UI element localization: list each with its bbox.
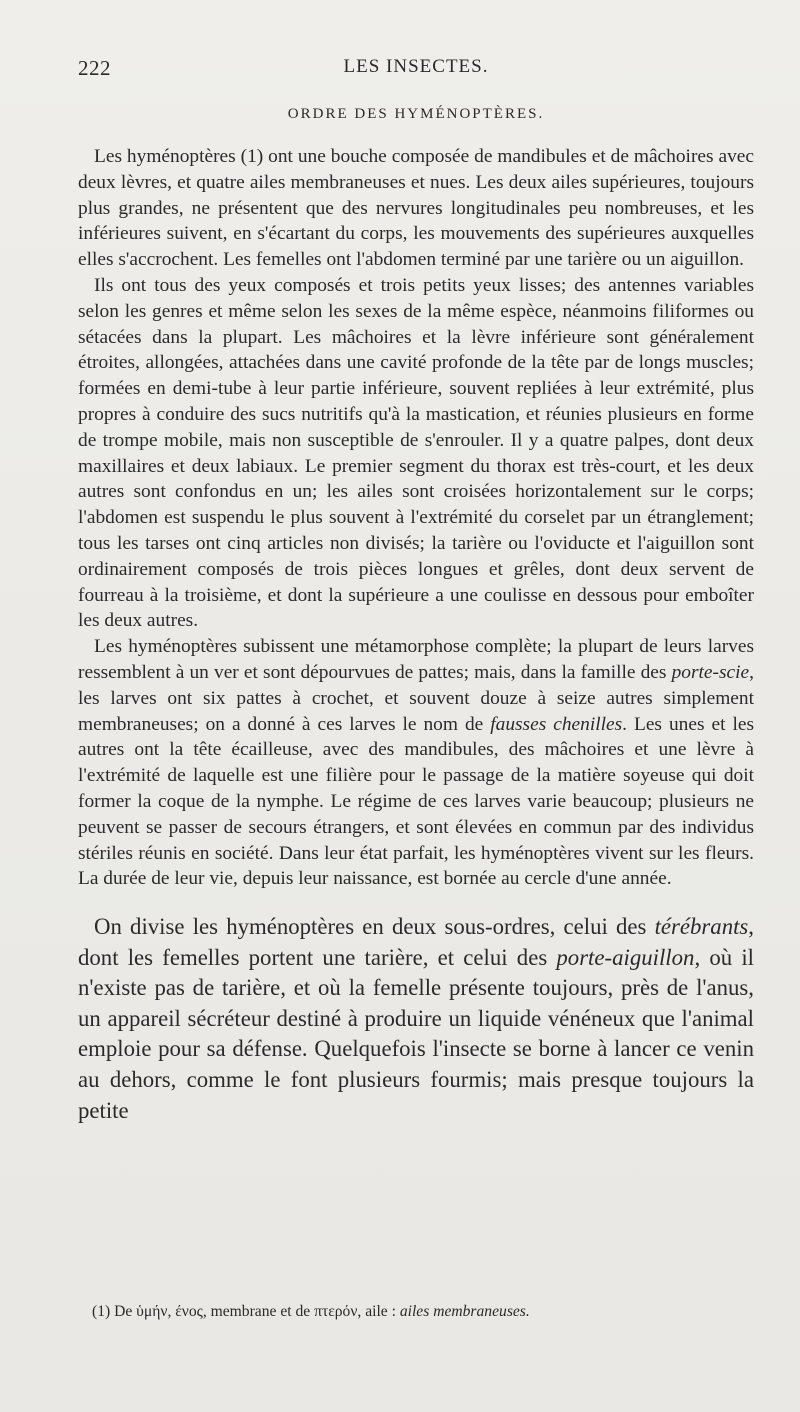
footnote: [92, 1302, 752, 1322]
footnote-italic: ailes membraneuses.: [399, 1303, 530, 1320]
page-body: [78, 144, 754, 1126]
paragraph-1-text: Les hyménoptères (1) ont une bouche composée de mandibules et de mâchoires avec deux lèvres, et quatre ailes membraneuses et nues. Les deux ailes supérieures, toujours plus grandes, ne présentent que des nervures longitudinales peu nombreuses, et les inférieures suivent, en s'écartant du corps, les mouvements des supérieures auxquelles elles s'accrochent. Les femelles ont l'abdomen terminé par une tarière ou un aiguillon.: [78, 146, 754, 271]
page-header: [78, 56, 754, 86]
paragraph-3-italic-fausses-chenilles: fausses chenilles: [490, 713, 623, 735]
paragraph-4-italic-porte-aiguillon: porte-aiguillon: [556, 944, 695, 970]
paragraph-4-text-b: , dont les femelles portent une tarière, et celui des: [78, 914, 754, 970]
paragraph-3-text-a: Les hyménoptères subissent une métamorphose complète; la plupart de leurs larves ressemblent à un ver et sont dépourvues de pattes; mais, dans la famille des: [78, 636, 754, 683]
paragraph-4: [78, 912, 754, 1126]
paragraph-4-italic-terebrants: térébrants: [654, 914, 749, 940]
paragraph-3-text-c: . Les unes et les autres ont la tête écailleuse, avec des mandibules, des mâchoires et une lèvre à l'extrémité de laquelle est une filière pour le passage de la matière soyeuse qui doit former la coque de la nymphe. Le régime de ces larves varie beaucoup; plusieurs ne peuvent se passer de secours étrangers, et sont élevées en commun par des individus stériles réunis en société. Dans leur état parfait, les hyménoptères vivent sur les fleurs. La durée de leur vie, depuis leur naissance, est bornée au cercle d'une année.: [78, 713, 754, 890]
paragraph-2: [78, 273, 754, 634]
paragraph-3-text-b: , les larves ont six pattes à crochet, et souvent douze à seize autres simplement membraneuses; on a donné à ces larves le nom de: [78, 661, 754, 735]
running-title: LES INSECTES.: [343, 56, 489, 77]
page-number: 222: [78, 56, 111, 80]
paragraph-3-italic-porte-scie: porte-scie: [671, 661, 750, 683]
paragraph-1: [78, 144, 754, 273]
section-title: ORDRE DES HYMÉNOPTÈRES.: [287, 106, 545, 122]
paragraph-3: [78, 634, 754, 892]
paragraph-4-text-c: , où il n'existe pas de tarière, et où la femelle présente toujours, près de l'anus, un appareil sécréteur destiné à produire un liquide vénéneux que l'animal emploie pour sa défense. Quelquefois l'insecte se borne à lancer ce venin au dehors, comme le font plusieurs fourmis; mais presque toujours la petite: [78, 944, 754, 1123]
footnote-text: (1) De ὑμήν, ένος, membrane et de πτερόν, aile :: [92, 1303, 400, 1320]
paragraph-2-text: Ils ont tous des yeux composés et trois petits yeux lisses; des antennes variables selon les genres et même selon les sexes de la même espèce, néanmoins filiformes ou sétacées dans la plupart. Les mâchoires et la lèvre inférieure sont généralement étroites, allongées, attachées dans une cavité profonde de la tête par de longs muscles; formées en demi-tube à leur partie inférieure, souvent repliées à leur extrémité, plus propres à conduire des sucs nutritifs qu'à la mastication, et réunies plusieurs en forme de trompe mobile, mais non susceptible de s'enrouler. Il y a quatre palpes, dont deux maxillaires et deux labiaux. Le premier segment du thorax est très-court, et les deux autres sont confondus en un; les ailes sont croisées horizontalement sur le corps; l'abdomen est suspendu le plus souvent à l'extrémité du corselet par un étranglement; tous les tarses ont cinq articles non divisés; la tarière ou l'oviducte et l'aiguillon sont ordinairement composés de trois pièces longues et grêles, dont deux servent de fourreau à la troisième, et dont la supérieure a une coulisse en dessous pour emboîter les deux autres.: [78, 274, 754, 632]
paragraph-4-text-a: On divise les hyménoptères en deux sous-ordres, celui des: [94, 914, 655, 940]
